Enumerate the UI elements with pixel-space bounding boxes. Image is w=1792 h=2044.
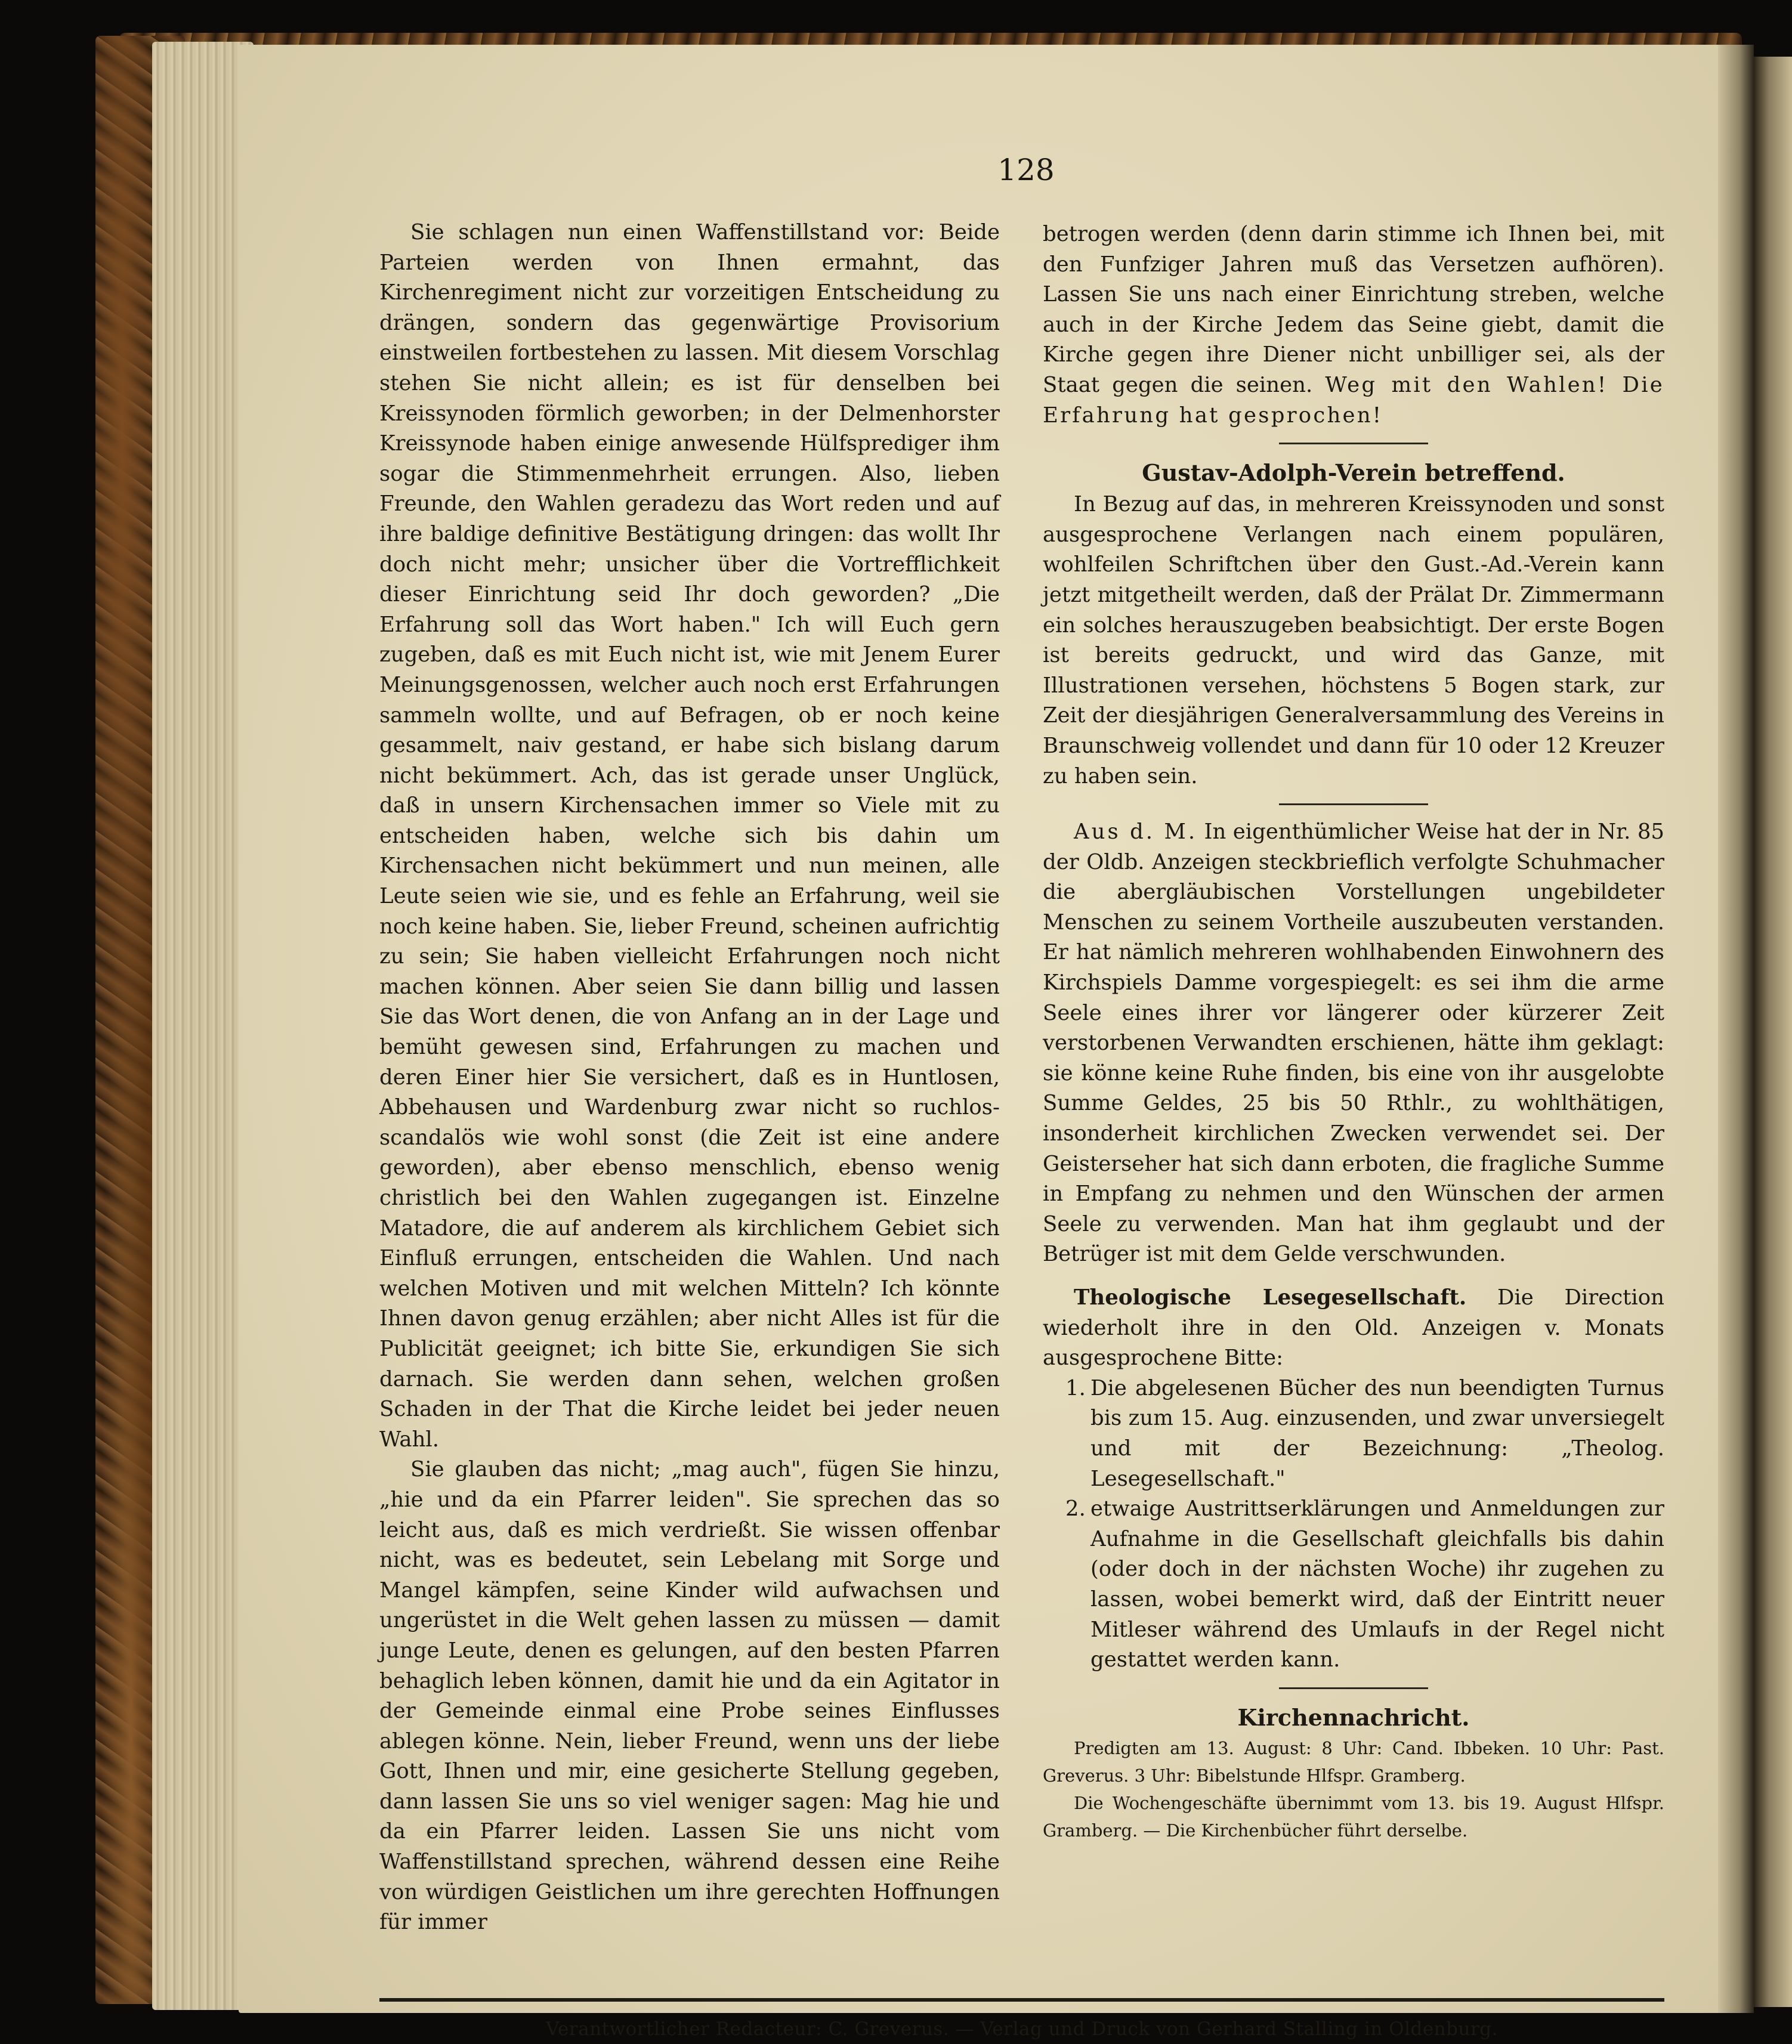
local-news-paragraph (1043, 817, 1664, 1270)
left-column (379, 218, 1000, 1938)
list-item (1043, 1374, 1664, 1494)
list-item (1043, 1494, 1664, 1675)
left-paragraph-1: Sie schlagen nun einen Waffenstillstand vor: Beide Parteien werden von Ihnen ermahnt, das Kirchenregiment nicht zur vorzeitigen Entscheidung zu drängen, sondern das gegenwärtige Provisorium einstweilen fortbestehen zu lassen. Mit diesem Vorschlag stehen Sie nicht allein; es ist für denselben bei Kreissynoden förmlich geworben; in der Delmenhorster Kreissynode haben einige anwesende Hülfsprediger ihm sogar die Stimmenmehrheit errungen. Also, lieben Freunde, den Wahlen geradezu das Wort reden und auf ihre baldige definitive Bestätigung dringen: das wollt Ihr doch nicht mehr; unsicher über die Vortrefflichkeit dieser Einrichtung seid Ihr doch geworden? „Die Erfahrung soll das Wort haben." Ich will Euch gern zugeben, daß es mit Euch nicht ist, wie mit Jenem Eurer Meinungsgenossen, welcher auch noch erst Erfahrungen sammeln wollte, und auf Befragen, ob er noch keine gesammelt, naiv gestand, er habe sich bislang darum nicht bekümmert. Ach, das ist gerade unser Unglück, daß in unsern Kirchensachen immer so Viele mit zu entscheiden haben, welche sich bis dahin um Kirchensachen nicht bekümmert und nun meinen, alle Leute seien wie sie, und es fehle an Erfahrung, weil sie noch keine haben. Sie, lieber Freund, scheinen aufrichtig zu sein; Sie haben vielleicht Erfahrungen noch nicht machen können. Aber seien Sie dann billig und lassen Sie das Wort denen, die von Anfang an in der Lage und bemüht gewesen sind, Erfahrungen zu machen und deren Einer hier Sie versichert, daß es in Huntlosen, Abbehausen und Wardenburg zwar nicht so ruchlos-scandalös wie wohl sonst (die Zeit ist eine andere geworden), aber ebenso menschlich, ebenso wenig christlich bei den Wahlen zugegangen ist. Einzelne Matadore, die auf anderem als kirchlichem Gebiet sich Einfluß errungen, entscheiden die Wahlen. Und nach welchen Motiven und mit welchen Mitteln? Ich könnte Ihnen davon genug erzählen; aber nicht Alles ist für die Publicität geeignet; ich bitte Sie, erkundigen Sie sich darnach. Sie werden dann sehen, welchen großen Schaden in der That die Kirche leidet bei jeder neuen Wahl. (379, 220, 1000, 1452)
kirchennachricht-line-2: Die Wochengeschäfte übernimmt vom 13. bis 19. August Hlfspr. Gramberg. — Die Kirchenbücher führt derselbe. (1043, 1792, 1664, 1841)
right-column (1043, 219, 1664, 1844)
lesegesellschaft-paragraph (1043, 1283, 1664, 1374)
imprint-footer: Verantwortlicher Redacteur: C. Greverus. — Verlag und Druck von Gerhard Stalling in Oldenburg. (546, 2018, 1498, 2040)
gustav-adolph-heading: Gustav-Adolph-Verein betreffend. (1142, 459, 1565, 487)
section-divider (1279, 803, 1428, 805)
local-news-lead: Aus d. M. (1074, 820, 1198, 845)
local-news-text: In eigenthümlicher Weise hat der in Nr. 85 der Oldb. Anzeigen steckbrieflich verfolgte Schuhmacher die abergläubischen Vorstellungen ungebildeter Menschen zu seinem Vortheile auszubeuten verstanden. Er hat nämlich mehreren wohlhabenden Einwohnern des Kirchspiels Damme vorgespiegelt: es sei ihm die arme Seele eines ihrer vor längerer oder kürzerer Zeit verstorbenen Verwandten erschienen, hätte ihm geklagt: sie könne keine Ruhe finden, bis eine von ihr ausgelobte Summe Geldes, 25 bis 50 Rthlr., zu wohlthätigen, insonderheit kirchlichen Zwecken verwendet sei. Der Geisterseher hat sich dann erboten, die fragliche Summe in Empfang zu nehmen und den Wünschen der armen Seele zu verwenden. Man hat ihm geglaubt und der Betrüger ist mit dem Gelde verschwunden. (1043, 820, 1664, 1267)
list-item-text: etwaige Austrittserklärungen und Anmeldungen zur Aufnahme in die Gesellschaft gleichfalls bis dahin (oder doch in der nächsten Woche) ihr zugehen zu lassen, wobei bemerkt wird, daß der Eintritt neuer Mitleser während des Umlaufs in der Regel nicht gestattet werden kann. (1090, 1496, 1664, 1672)
closing-slogan: Weg mit den Wahlen! Die Erfahrung hat gesprochen! (1043, 372, 1664, 428)
page-number: 128 (997, 153, 1055, 187)
list-item-number: 2. (1065, 1496, 1086, 1522)
gustav-adolph-text: In Bezug auf das, in mehreren Kreissynoden und sonst ausgesprochene Verlangen nach einem populären, wohlfeilen Schriftchen über den Gust.-Ad.-Verein kann jetzt mitgetheilt werden, daß der Prälat Dr. Zimmermann ein solches herauszugeben beabsichtigt. Der erste Bogen ist bereits gedruckt, und wird das Ganze, mit Illustrationen versehen, höchstens 5 Bogen stark, zur Zeit der diesjährigen Generalversammlung des Vereins in Braunschweig vollendet und dann für 10 oder 12 Kreuzer zu haben sein. (1043, 492, 1664, 788)
kirchennachricht-heading: Kirchennachricht. (1237, 1703, 1470, 1731)
list-item-text: Die abgelesenen Bücher des nun beendigten Turnus bis zum 15. Aug. einzusenden, und zwar unversiegelt und mit der Bezeichnung: „Theolog. Lesegesellschaft." (1090, 1375, 1664, 1491)
continuation-text: betrogen werden (denn darin stimme ich Ihnen bei, mit den Funfziger Jahren muß das Versetzen aufhören). Lassen Sie uns nach einer Einrichtung streben, welche auch in der Kirche Jedem das Seine giebt, damit die Kirche gegen ihre Diener nicht unbilliger sei, als der Staat gegen die seinen. (1043, 222, 1664, 397)
list-item-number: 1. (1065, 1375, 1086, 1400)
right-continuation (1043, 219, 1664, 431)
section-divider (1279, 1687, 1428, 1689)
left-paragraph-2: Sie glauben das nicht; „mag auch", fügen Sie hinzu, „hie und da ein Pfarrer leiden". Sie sprechen das so leicht aus, daß es mich verdrießt. Sie wissen offenbar nicht, was es bedeutet, sein Lebelang mit Sorge und Mangel kämpfen, seine Kinder wild aufwachsen und ungerüstet in die Welt gehen lassen zu müssen — damit junge Leute, denen es gelungen, auf den besten Pfarren behaglich leben können, damit hie und da ein Agitator in der Gemeinde einmal eine Probe seines Einflusses ablegen könne. Nein, lieber Freund, wenn uns der liebe Gott, Ihnen und mir, eine gesicherte Stellung gegeben, dann lassen Sie uns so viel weniger sagen: Mag hie und da ein Pfarrer leiden. Lassen Sie uns nicht vom Waffenstillstand sprechen, während dessen eine Reihe von würdigen Geistlichen um ihre gerechten Hoffnungen für immer (379, 1457, 1000, 1935)
lesegesellschaft-heading: Theologische Lesegesellschaft. (1074, 1285, 1467, 1310)
kirchennachricht-line-1: Predigten am 13. August: 8 Uhr: Cand. Ibbeken. 10 Uhr: Past. Greverus. 3 Uhr: Bibelstunde Hlfspr. Gramberg. (1043, 1737, 1664, 1786)
lesegesellschaft-list (1043, 1374, 1664, 1675)
lesegesellschaft-text: Die Direction wiederholt ihre in den Old. Anzeigen v. Monats ausgesprochene Bitte: (1043, 1285, 1664, 1371)
footer-rule (379, 1998, 1664, 2002)
section-divider (1279, 443, 1428, 444)
